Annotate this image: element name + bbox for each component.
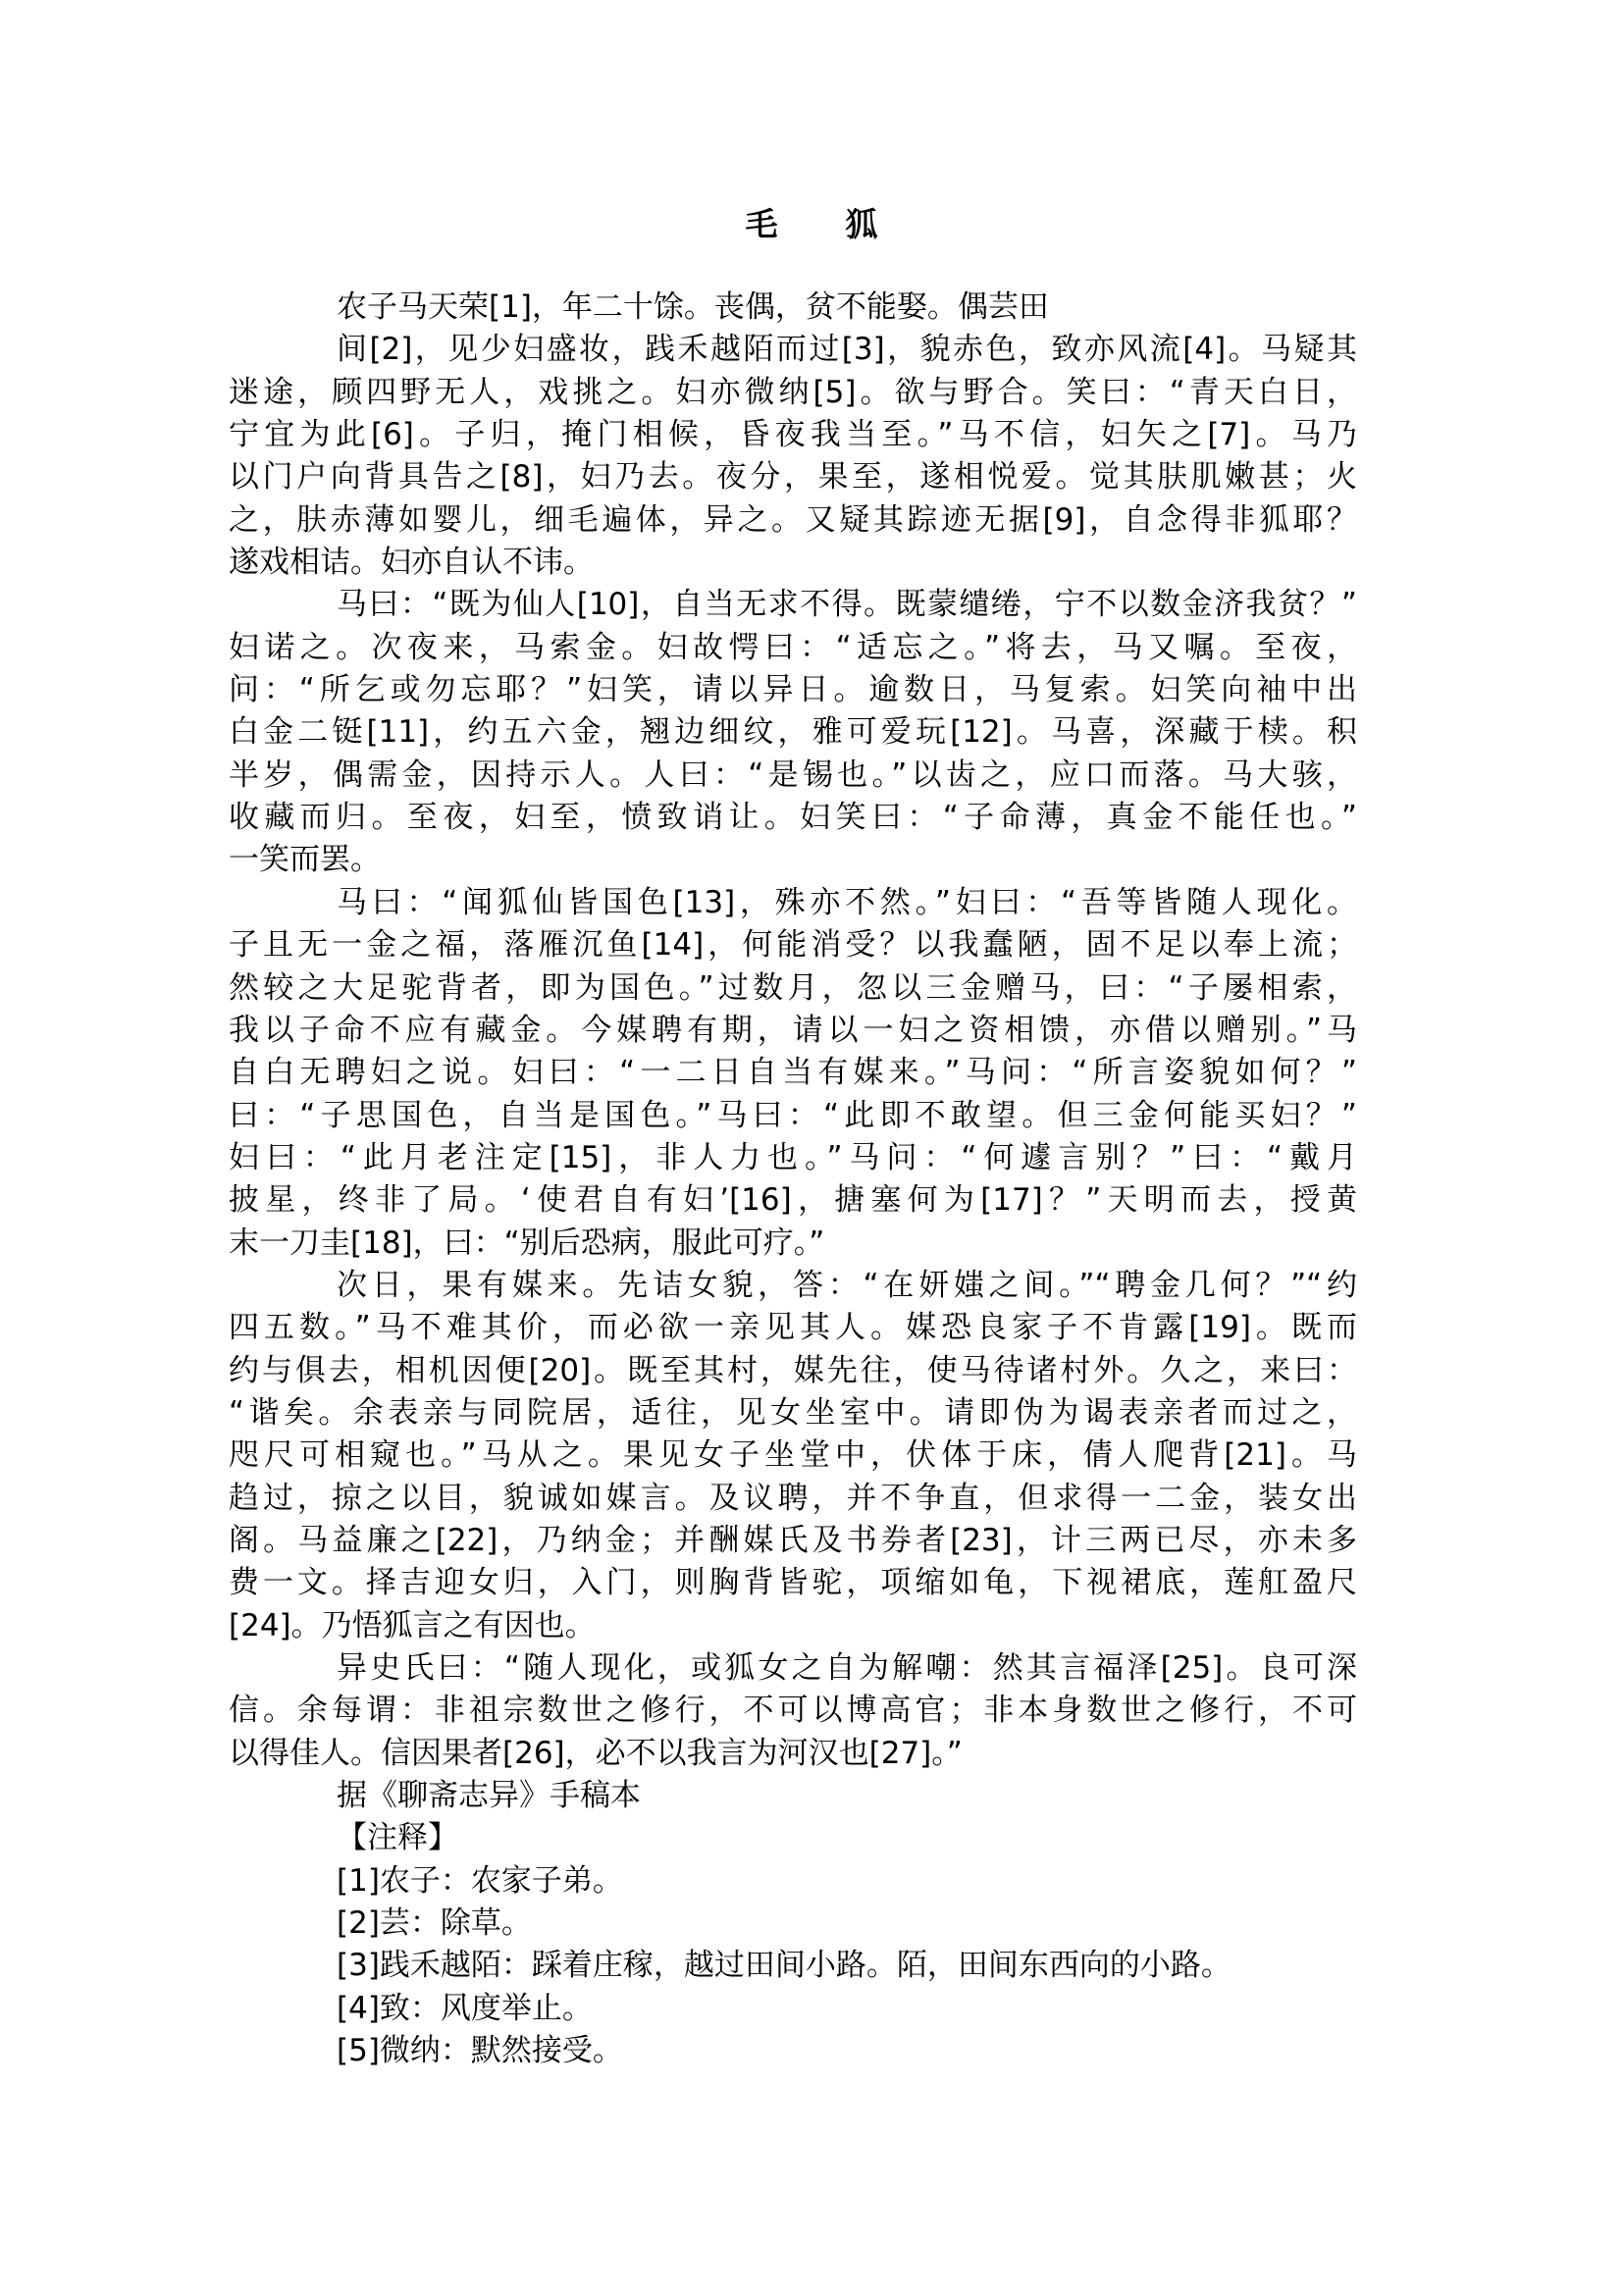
text-line: 子且无一金之福，落雁沉鱼[14]，何能消受？以我蠢陋，固不足以奉上流； [229, 927, 1357, 964]
text-line: 末一刀圭[18]，曰：“别后恐病，服此可疗。” [229, 1225, 825, 1261]
text-line: 妇曰：“此月老注定[15]，非人力也。”马问：“何遽言别？”曰：“戴月 [229, 1139, 1357, 1175]
text-line: 阁。马益廉之[22]，乃纳金；并酬媒氏及书券者[23]，计三两已尽，亦未多 [229, 1522, 1357, 1558]
notes-list [229, 1860, 1357, 2073]
notes-header: 【注释】 [337, 1820, 458, 1856]
text-line: 宁宜为此[6]。子归，掩门相候，昏夜我当至。”马不信，妇矢之[7]。马乃 [229, 417, 1357, 453]
body-text [229, 287, 1357, 2072]
text-line: 农子马天荣[1]，年二十馀。丧偶，贫不能娶。偶芸田 [337, 289, 1049, 325]
text-line: 之，肤赤薄如婴儿，细毛遍体，异之。又疑其踪迹无据[9]，自念得非狐耶？ [229, 501, 1357, 538]
text-line: 费一文。择吉迎女归，入门，则胸背皆驼，项缩如龟，下视裙底，莲舡盈尺 [229, 1565, 1357, 1601]
text-line: 咫尺可相窥也。”马从之。果见女子坐堂中，伏体于床，倩人爬背[21]。马 [229, 1437, 1357, 1474]
note-line: [5]微纳：默然接受。 [337, 2033, 623, 2069]
text-line: 迷途，顾四野无人，戏挑之。妇亦微纳[5]。欲与野合。笑曰：“青天白日， [229, 374, 1357, 410]
text-line: 收藏而归。至夜，妇至，愤致诮让。妇笑曰：“子命薄，真金不能任也。” [229, 800, 1357, 836]
text-line: 异史氏曰：“随人现化，或狐女之自为解嘲：然其言福泽[25]。良可深 [337, 1650, 1357, 1686]
source-line: 据《聊斋志异》手稿本 [337, 1778, 641, 1814]
text-line: 自白无聘妇之说。妇曰：“一二日自当有媒来。”马问：“所言姿貌如何？” [229, 1055, 1357, 1091]
text-line: 然较之大足驼背者，即为国色。”过数月，忽以三金赠马，曰：“子屡相索， [229, 969, 1357, 1006]
text-line: 马曰：“既为仙人[10]，自当无求不得。既蒙缱绻，宁不以数金济我贫？” [337, 587, 1357, 623]
text-line: 约与俱去，相机因便[20]。既至其村，媒先往，使马待诸村外。久之，来曰： [229, 1352, 1357, 1388]
text-line: 四五数。”马不难其价，而必欲一亲见其人。媒恐良家子不肯露[19]。既而 [229, 1310, 1357, 1346]
text-line: 半岁，偶需金，因持示人。人曰：“是锡也。”以齿之，应口而落。马大骇， [229, 756, 1357, 793]
text-line: 马曰：“闻狐仙皆国色[13]，殊亦不然。”妇曰：“吾等皆随人现化。 [337, 884, 1357, 920]
text-line: 问：“所乞或勿忘耶？”妇笑，请以异日。逾数日，马复索。妇笑向袖中出 [229, 672, 1357, 708]
text-line: 次日，果有媒来。先诘女貌，答：“在妍媸之间。”“聘金几何？”“约 [337, 1267, 1357, 1303]
text-line: 一笑而罢。 [229, 842, 381, 878]
text-line: 信。余每谓：非祖宗数世之修行，不可以博高官；非本身数世之修行，不可 [229, 1693, 1357, 1729]
text-line: 妇诺之。次夜来，马索金。妇故愕曰：“适忘之。”将去，马又嘱。至夜， [229, 629, 1357, 665]
text-line: 白金二铤[11]，约五六金，翘边细纹，雅可爱玩[12]。马喜，深藏于椟。积 [229, 714, 1357, 751]
text-line: 以得佳人。信因果者[26]，必不以我言为河汉也[27]。” [229, 1735, 963, 1771]
text-line: 间[2]，见少妇盛妆，践禾越陌而过[3]，貌赤色，致亦风流[4]。马疑其 [337, 332, 1357, 368]
text-line: 我以子命不应有藏金。今媒聘有期，请以一妇之资相馈，亦借以赠别。”马 [229, 1012, 1357, 1048]
text-line: [24]。乃悟狐言之有因也。 [229, 1607, 596, 1643]
text-line: 遂戏相诘。妇亦自认不讳。 [229, 545, 594, 581]
note-line: [3]践禾越陌：踩着庄稼，越过田间小路。陌，田间东西向的小路。 [337, 1948, 1231, 1984]
note-line: [4]致：风度举止。 [337, 1990, 593, 2026]
text-line: 以门户向背具告之[8]，妇乃去。夜分，果至，遂相悦爱。觉其肤肌嫩甚；火 [229, 459, 1357, 495]
note-line: [1]农子：农家子弟。 [337, 1862, 623, 1899]
text-line: 曰：“子思国色，自当是国色。”马曰：“此即不敢望。但三金何能买妇？” [229, 1097, 1357, 1133]
text-line: “谐矣。余表亲与同院居，适往，见女坐室中。请即伪为谒表亲者而过之， [229, 1394, 1357, 1431]
text-line: 趋过，掠之以目，貌诚如媒言。及议聘，并不争直，但求得一二金，装女出 [229, 1480, 1357, 1516]
note-line: [2]芸：除草。 [337, 1905, 532, 1942]
page-title: 毛 狐 [745, 205, 879, 243]
text-line: 披星，终非了局。‘使君自有妇’[16]，搪塞何为[17]？”天明而去，授黄 [229, 1182, 1357, 1219]
story-text [229, 287, 1357, 1775]
